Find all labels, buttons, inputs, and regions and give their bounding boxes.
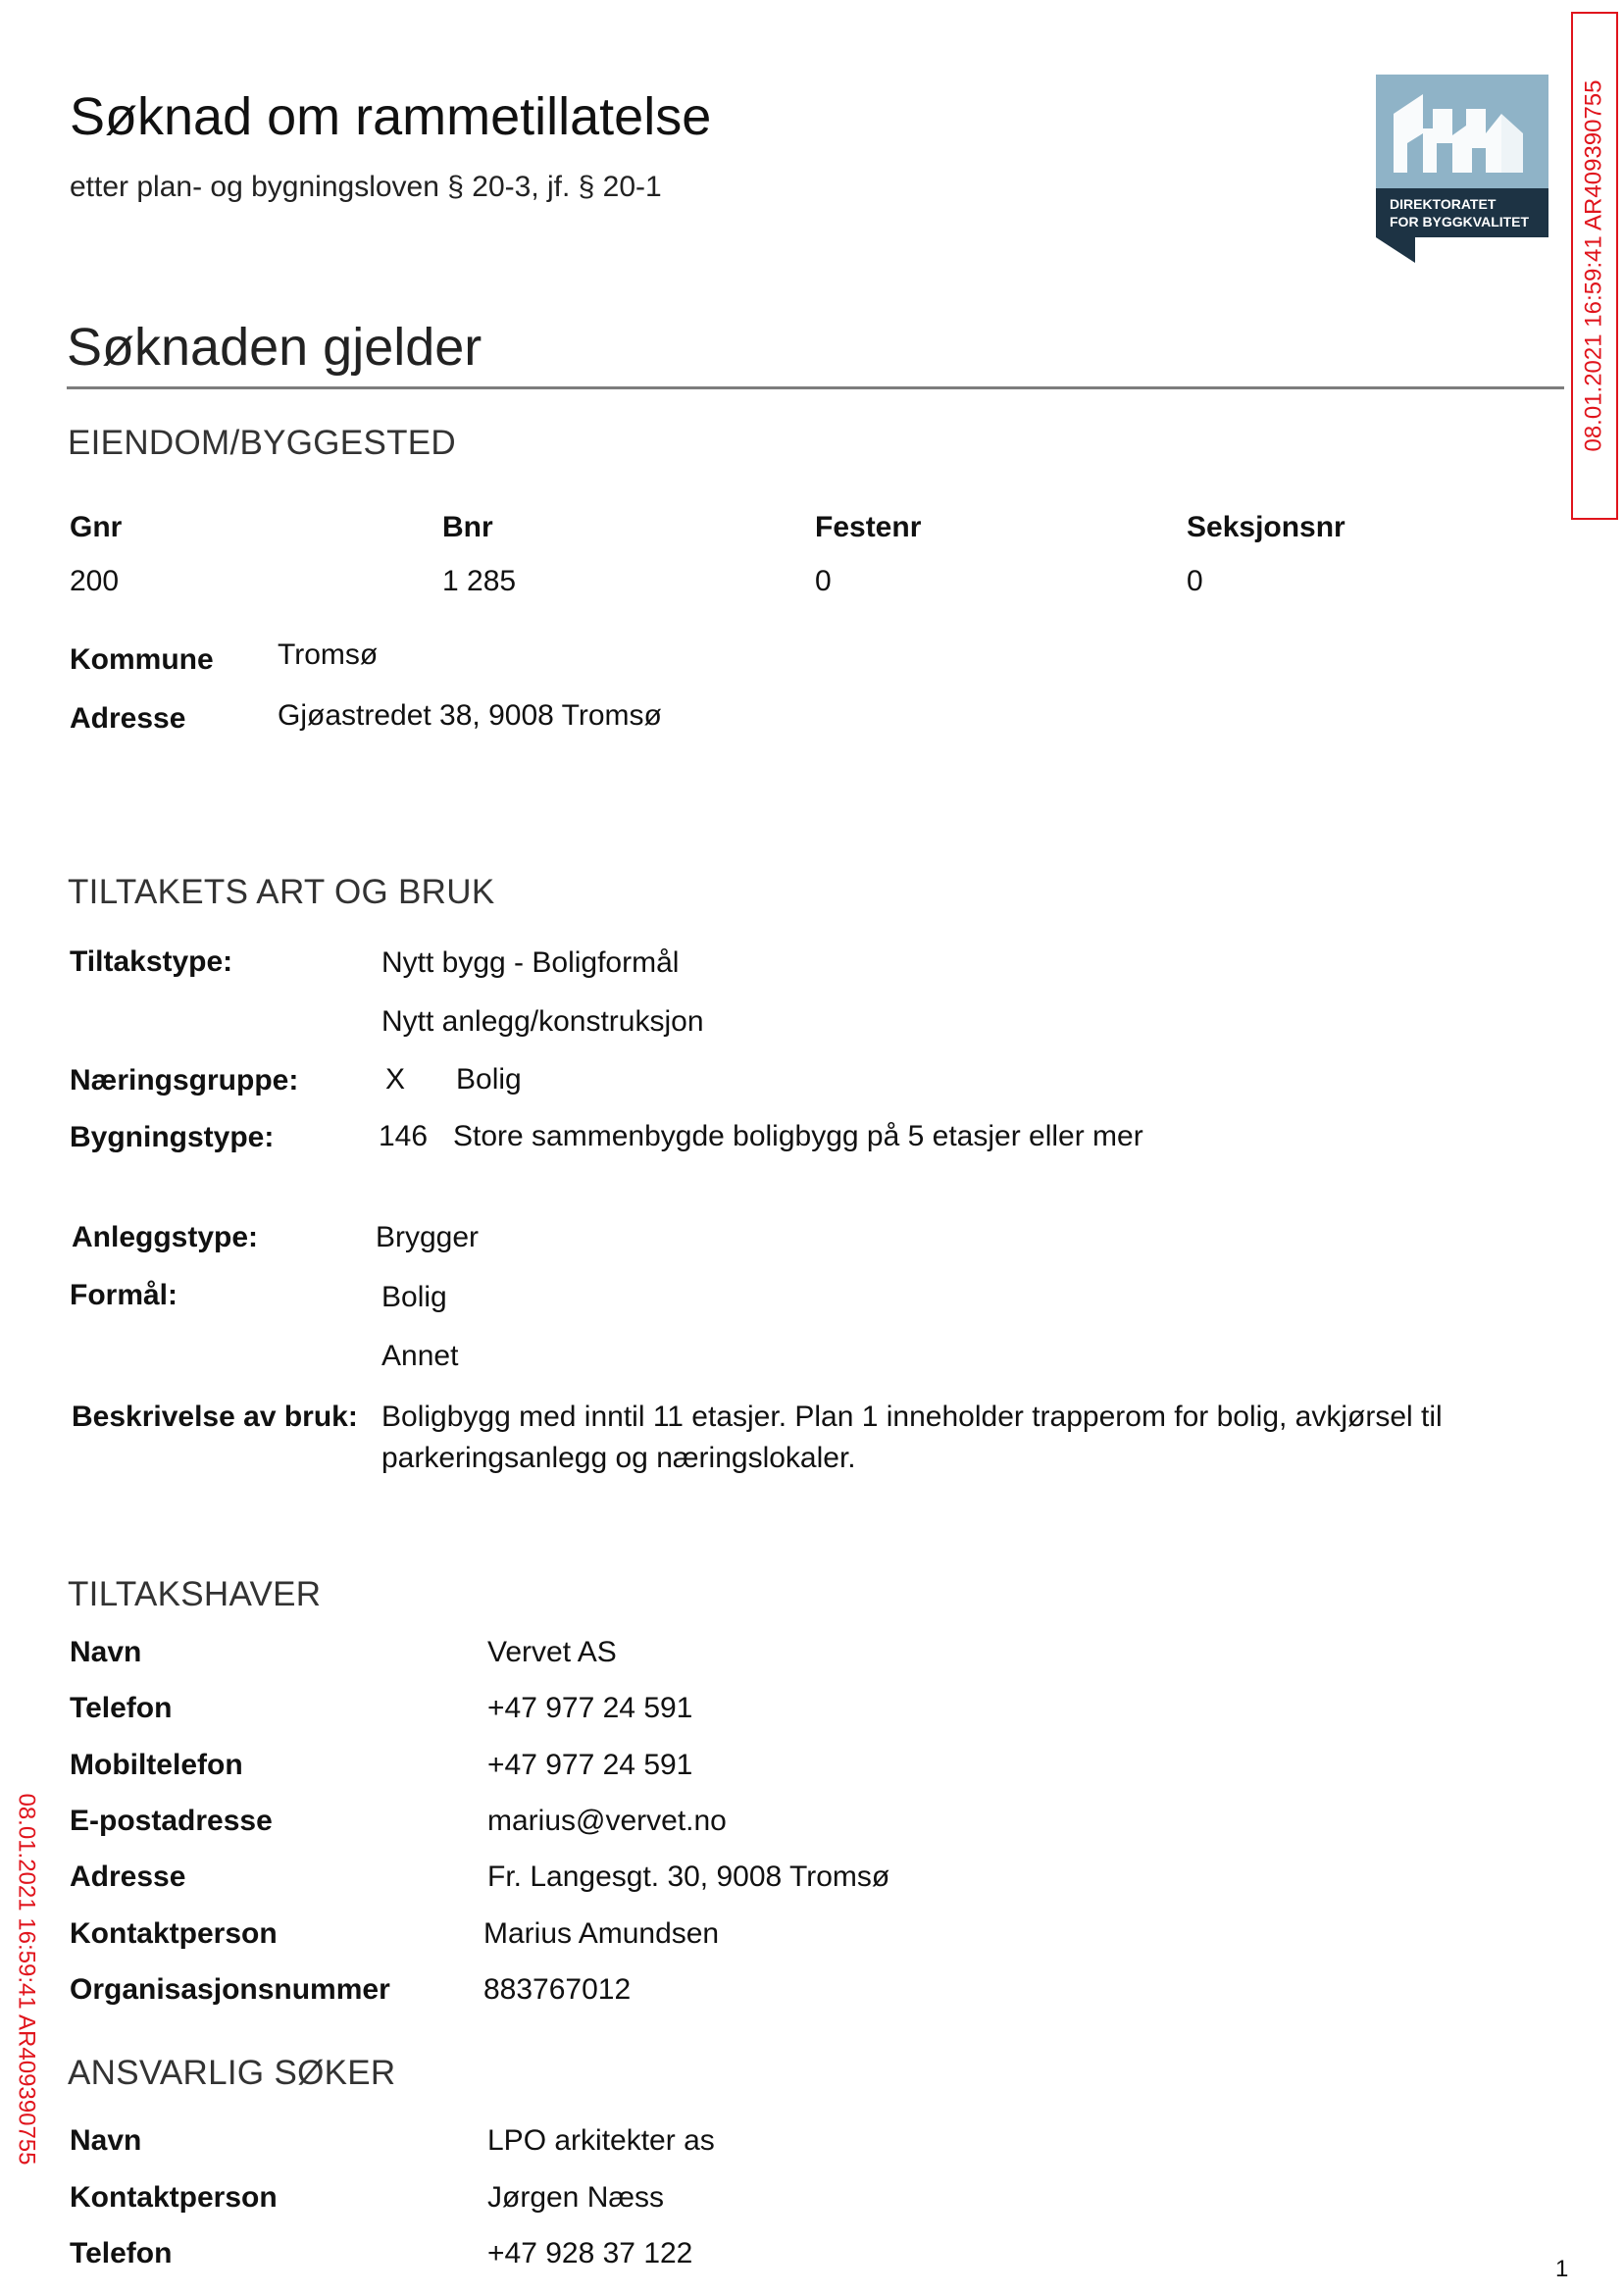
adresse-value: Gjøastredet 38, 9008 Tromsø xyxy=(278,699,662,732)
bygningstype-code: 146 xyxy=(379,1120,429,1152)
tiltakshaver-mobil-label: Mobiltelefon xyxy=(70,1749,243,1781)
ansvarlig-kontakt-value: Jørgen Næss xyxy=(487,2181,665,2214)
tiltakstype-value-2: Nytt anlegg/konstruksjon xyxy=(381,1005,704,1038)
seksjonsnr-value: 0 xyxy=(1187,565,1203,597)
naeringsgruppe-code: X xyxy=(385,1063,406,1096)
festenr-label: Festenr xyxy=(815,511,922,543)
ansvarlig-navn-value: LPO arkitekter as xyxy=(487,2124,715,2157)
tiltakshaver-epost-label: E-postadresse xyxy=(70,1805,273,1837)
heading-divider xyxy=(67,386,1564,389)
naeringsgruppe-value: Bolig xyxy=(456,1063,522,1096)
formal-value-2: Annet xyxy=(381,1340,459,1372)
receipt-stamp-right: 08.01.2021 16:59:41 AR409390755 xyxy=(1571,12,1618,520)
section-heading-tiltakshaver: TILTAKSHAVER xyxy=(68,1575,322,1613)
svg-text:FOR BYGGKVALITET: FOR BYGGKVALITET xyxy=(1390,214,1530,229)
document-subtitle: etter plan- og bygningsloven § 20-3, jf. § 20-1 xyxy=(70,171,662,203)
ansvarlig-navn-label: Navn xyxy=(70,2124,142,2157)
beskrivelse-value-line-2: parkeringsanlegg og næringslokaler. xyxy=(381,1442,856,1474)
kommune-label: Kommune xyxy=(70,643,214,676)
svg-text:DIREKTORATET: DIREKTORATET xyxy=(1390,196,1497,212)
tiltakshaver-adresse-label: Adresse xyxy=(70,1861,186,1893)
main-heading: Søknaden gjelder xyxy=(67,318,482,377)
beskrivelse-value-line-1: Boligbygg med inntil 11 etasjer. Plan 1 inneholder trapperom for bolig, avkjørsel til xyxy=(381,1401,1443,1433)
bnr-value: 1 285 xyxy=(442,565,517,597)
page-number: 1 xyxy=(1555,2256,1569,2282)
festenr-value: 0 xyxy=(815,565,832,597)
bygningstype-label: Bygningstype: xyxy=(70,1121,275,1153)
tiltakshaver-kontakt-value: Marius Amundsen xyxy=(483,1917,720,1950)
tiltakstype-value-1: Nytt bygg - Boligformål xyxy=(381,946,680,979)
anleggstype-label: Anleggstype: xyxy=(72,1221,259,1253)
beskrivelse-label: Beskrivelse av bruk: xyxy=(72,1401,358,1433)
dibk-logo xyxy=(1376,75,1548,263)
ansvarlig-kontakt-label: Kontaktperson xyxy=(70,2181,278,2214)
gnr-value: 200 xyxy=(70,565,120,597)
bygningstype-value: Store sammenbygde boligbygg på 5 etasjer eller mer xyxy=(453,1120,1143,1152)
kommune-value: Tromsø xyxy=(278,638,379,671)
gnr-label: Gnr xyxy=(70,511,123,543)
tiltakshaver-orgnr-value: 883767012 xyxy=(483,1973,632,2006)
tiltakshaver-telefon-label: Telefon xyxy=(70,1692,173,1724)
section-heading-eiendom: EIENDOM/BYGGESTED xyxy=(68,424,456,462)
tiltakshaver-kontakt-label: Kontaktperson xyxy=(70,1917,278,1950)
adresse-label: Adresse xyxy=(70,702,186,735)
tiltakshaver-epost-value: marius@vervet.no xyxy=(487,1805,727,1837)
formal-label: Formål: xyxy=(70,1279,178,1311)
receipt-stamp-left: 08.01.2021 16:59:41 AR409390755 xyxy=(14,1793,40,2166)
document-title: Søknad om rammetillatelse xyxy=(70,87,712,146)
seksjonsnr-label: Seksjonsnr xyxy=(1187,511,1345,543)
tiltakstype-label: Tiltakstype: xyxy=(70,945,233,978)
ansvarlig-telefon-label: Telefon xyxy=(70,2237,173,2269)
tiltakshaver-orgnr-label: Organisasjonsnummer xyxy=(70,1973,390,2006)
section-heading-tiltak: TILTAKETS ART OG BRUK xyxy=(68,873,495,911)
anleggstype-value: Brygger xyxy=(376,1221,480,1253)
naeringsgruppe-label: Næringsgruppe: xyxy=(70,1064,299,1096)
formal-value-1: Bolig xyxy=(381,1281,447,1313)
ansvarlig-telefon-value: +47 928 37 122 xyxy=(487,2237,693,2269)
bnr-label: Bnr xyxy=(442,511,493,543)
tiltakshaver-navn-label: Navn xyxy=(70,1636,142,1668)
tiltakshaver-mobil-value: +47 977 24 591 xyxy=(487,1749,693,1781)
tiltakshaver-navn-value: Vervet AS xyxy=(487,1636,617,1668)
section-heading-ansvarlig-soker: ANSVARLIG SØKER xyxy=(68,2054,396,2092)
tiltakshaver-adresse-value: Fr. Langesgt. 30, 9008 Tromsø xyxy=(487,1861,890,1893)
tiltakshaver-telefon-value: +47 977 24 591 xyxy=(487,1692,693,1724)
